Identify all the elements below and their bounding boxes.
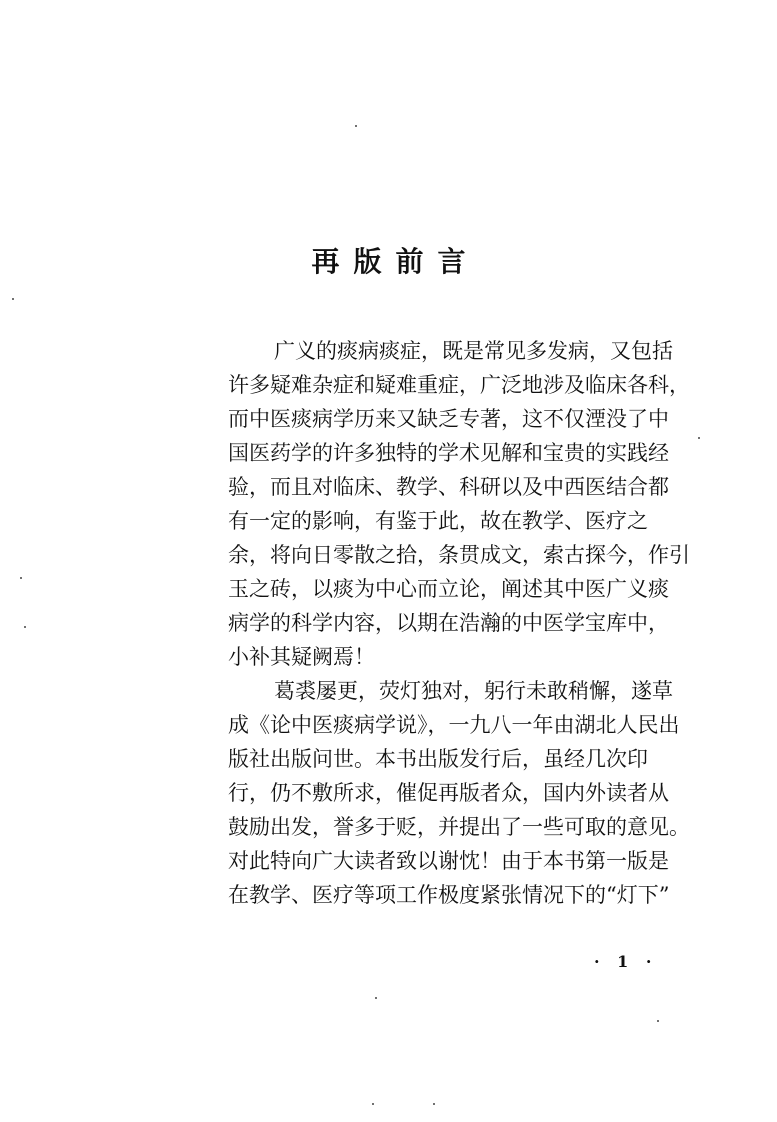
text-line: 鼓励出发，誉多于贬，并提出了一些可取的意见。 bbox=[228, 815, 690, 839]
preface-body bbox=[228, 334, 690, 912]
text-line: 行，仍不敷所求，催促再版者众，国内外读者从 bbox=[228, 781, 669, 805]
text-line: 成《论中医痰病学说》，一九八一年由湖北人民出 bbox=[228, 713, 680, 737]
text-line: 验，而且对临床、教学、科研以及中西医结合都 bbox=[228, 475, 669, 499]
scan-speck bbox=[355, 125, 357, 127]
text-line: 余，将向日零散之拾，条贯成文，索古探今，作引 bbox=[228, 543, 690, 567]
text-line: 版社出版问世。本书出版发行后，虽经几次印 bbox=[228, 747, 648, 771]
text-line: 许多疑难杂症和疑难重症，广泛地涉及临床各科， bbox=[228, 373, 690, 397]
text-line: 病学的科学内容，以期在浩瀚的中医学宝库中， bbox=[228, 611, 669, 635]
scan-speck bbox=[375, 997, 377, 999]
scan-speck bbox=[24, 626, 26, 628]
text-line: 对此特向广大读者致以谢忱！由于本书第一版是 bbox=[228, 849, 669, 873]
text-line: 广义的痰病痰症，既是常见多发病，又包括 bbox=[274, 339, 673, 363]
page-title: 再版前言 bbox=[311, 245, 480, 278]
scan-speck bbox=[12, 298, 14, 300]
scan-speck bbox=[433, 1103, 435, 1105]
text-line: 而中医痰病学历来又缺乏专著，这不仅湮没了中 bbox=[228, 407, 669, 431]
scan-speck bbox=[698, 437, 700, 439]
text-line: 国医药学的许多独特的学术见解和宝贵的实践经 bbox=[228, 441, 669, 465]
page-number: · 1 · bbox=[594, 952, 658, 971]
scan-speck bbox=[372, 1103, 374, 1105]
text-line: 葛裘屡更，荧灯独对，躬行未敢稍懈，遂草 bbox=[274, 679, 673, 703]
scan-speck bbox=[657, 1020, 659, 1022]
text-line: 在教学、医疗等项工作极度紧张情况下的“灯下” bbox=[228, 883, 670, 907]
text-line: 玉之砖，以痰为中心而立论，阐述其中医广义痰 bbox=[228, 577, 669, 601]
text-line: 有一定的影响，有鉴于此，故在教学、医疗之 bbox=[228, 509, 648, 533]
scan-speck bbox=[20, 577, 22, 579]
text-line: 小补其疑阙焉！ bbox=[228, 645, 375, 669]
